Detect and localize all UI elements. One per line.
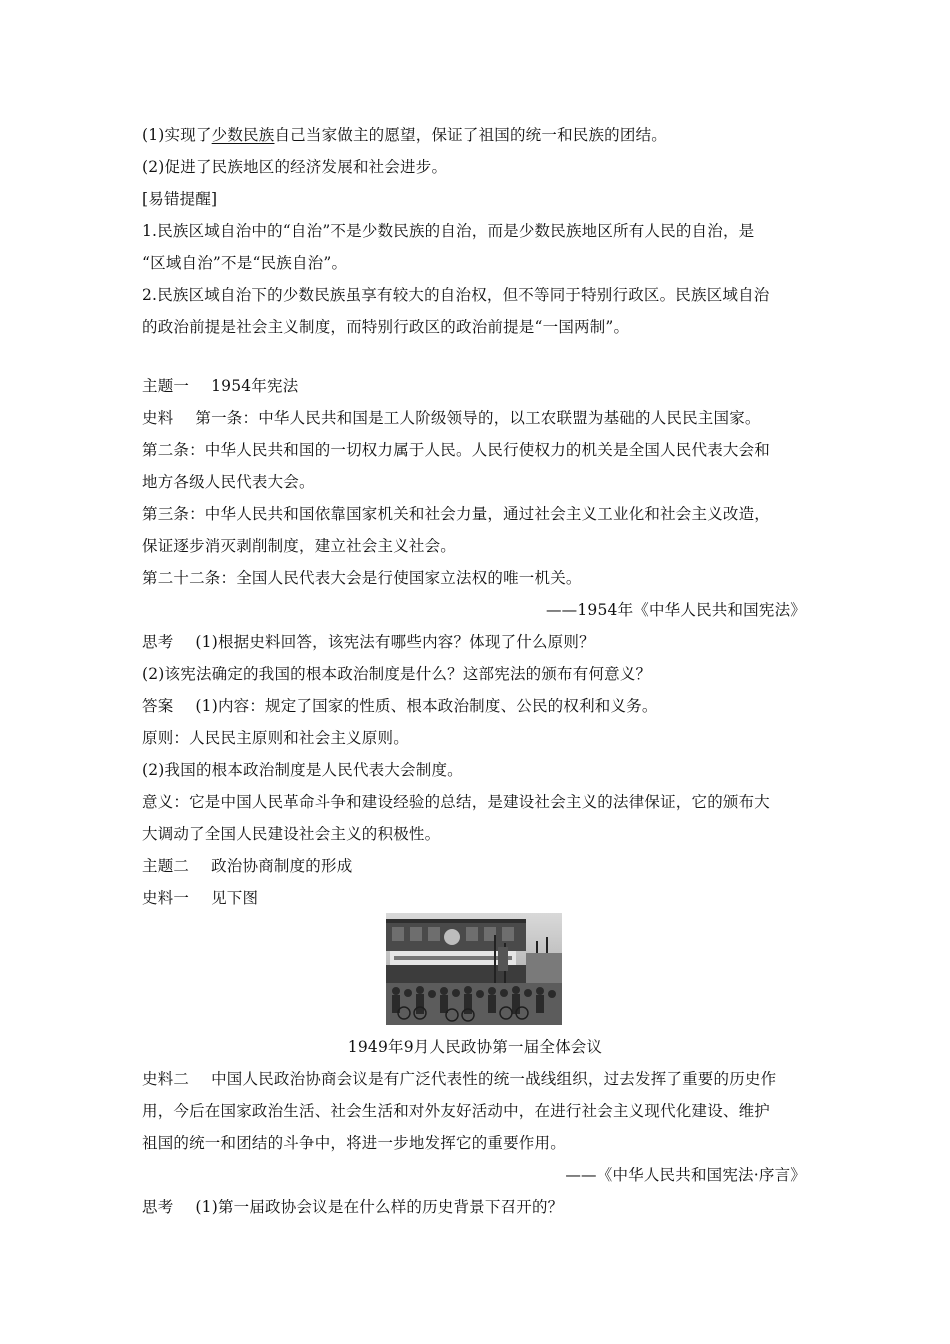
think-line xyxy=(142,1197,818,1217)
text-line: 1.民族区域自治中的“自治”不是少数民族的自治，而是少数民族地区所有人民的自治，是 xyxy=(142,222,755,240)
source-text: 中国人民政治协商会议是有广泛代表性的统一战线组织，过去发挥了重要的历史作 xyxy=(211,1070,777,1088)
source-line xyxy=(142,408,818,428)
text-segment: (1)实现了 xyxy=(142,126,212,144)
answer-text: 意义：它是中国人民革命斗争和建设经验的总结，是建设社会主义的法律保证，它的颁布大 xyxy=(142,793,771,811)
text-line: “区域自治”不是“民族自治”。 xyxy=(142,254,348,272)
question-text: (2)该宪法确定的我国的根本政治制度是什么？这部宪法的颁布有何意义？ xyxy=(142,665,652,683)
think-label: 思考 xyxy=(142,1198,174,1216)
text-line: 第二条：中华人民共和国的一切权力属于人民。人民行使权力的机关是全国人民代表大会和 xyxy=(142,441,771,459)
answer-text: 原则：人民民主原则和社会主义原则。 xyxy=(142,729,409,747)
question-text: (1)根据史料回答，该宪法有哪些内容？体现了什么原则？ xyxy=(195,633,595,651)
text-line: 用，今后在国家政治生活、社会生活和对外友好活动中，在进行社会主义现代化建设、维护 xyxy=(142,1102,771,1120)
source-text: 第一条：中华人民共和国是工人阶级领导的，以工农联盟为基础的人民民主国家。 xyxy=(195,409,761,427)
text-segment: 自己当家做主的愿望，保证了祖国的统一和民族的团结。 xyxy=(274,126,667,144)
topic-title: 政治协商制度的形成 xyxy=(211,857,353,875)
source-label: 史料二 xyxy=(142,1070,190,1088)
source-line xyxy=(142,1069,818,1089)
source-label: 史料一 xyxy=(142,889,190,907)
text-line: 的政治前提是社会主义制度，而特别行政区的政治前提是“一国两制”。 xyxy=(142,318,630,336)
citation: ——1954年《中华人民共和国宪法》 xyxy=(545,601,806,619)
source-label: 史料 xyxy=(142,409,174,427)
source-text: 见下图 xyxy=(211,889,259,907)
source-line xyxy=(142,888,818,908)
think-line xyxy=(142,632,818,652)
topic-heading xyxy=(142,376,818,396)
topic-number: 主题一 xyxy=(142,377,190,395)
text-line: 地方各级人民代表大会。 xyxy=(142,473,315,491)
text-line: (2)促进了民族地区的经济发展和社会进步。 xyxy=(142,158,448,176)
answer-text: (1)内容：规定了国家的性质、根本政治制度、公民的权利和义务。 xyxy=(195,697,658,715)
think-label: 思考 xyxy=(142,633,174,651)
answer-line xyxy=(142,696,818,716)
text-line: 第三条：中华人民共和国依靠国家机关和社会力量，通过社会主义工业化和社会主义改造， xyxy=(142,505,771,523)
photo-caption: 1949年9月人民政协第一届全体会议 xyxy=(347,1038,603,1056)
topic-title: 1954年宪法 xyxy=(211,377,299,395)
photo-illustration xyxy=(386,913,562,1025)
section-label-error-reminder: [易错提醒] xyxy=(142,190,218,208)
topic-number: 主题二 xyxy=(142,857,190,875)
underlined-term: 少数民族 xyxy=(211,126,275,144)
answer-text: 大调动了全国人民建设社会主义的积极性。 xyxy=(142,825,441,843)
text-line xyxy=(142,125,818,145)
topic-heading xyxy=(142,856,818,876)
question-text: (1)第一届政协会议是在什么样的历史背景下召开的？ xyxy=(195,1198,564,1216)
text-line: 2.民族区域自治下的少数民族虽享有较大的自治权，但不等同于特别行政区。民族区域自治 xyxy=(142,286,770,304)
answer-text: (2)我国的根本政治制度是人民代表大会制度。 xyxy=(142,761,463,779)
citation: ——《中华人民共和国宪法·序言》 xyxy=(565,1166,806,1184)
text-line: 祖国的统一和团结的斗争中，将进一步地发挥它的重要作用。 xyxy=(142,1134,566,1152)
historical-photo xyxy=(386,913,562,1025)
text-line: 第二十二条：全国人民代表大会是行使国家立法权的唯一机关。 xyxy=(142,569,582,587)
text-line: 保证逐步消灭剥削制度，建立社会主义社会。 xyxy=(142,537,457,555)
answer-label: 答案 xyxy=(142,697,174,715)
